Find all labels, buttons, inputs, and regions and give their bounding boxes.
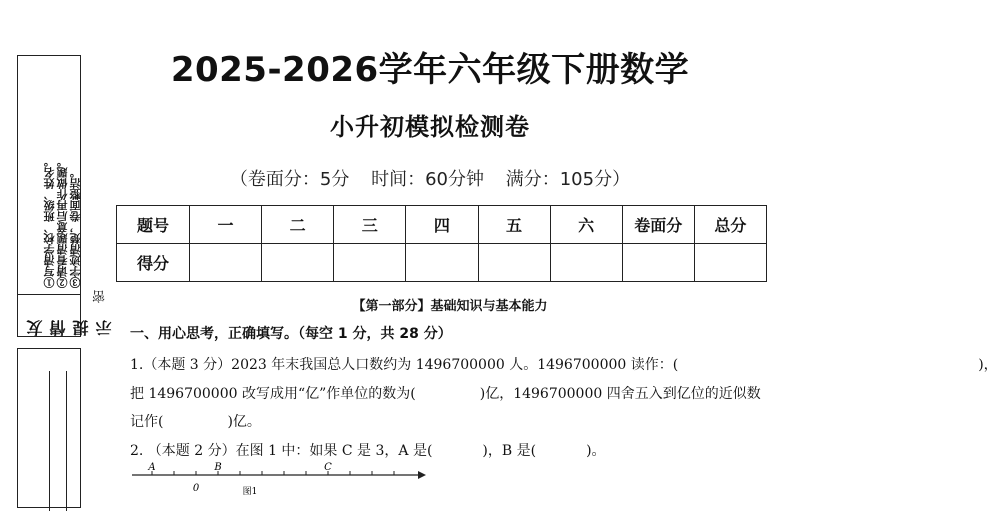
header-cell: 三 <box>334 206 406 244</box>
question-text: 2. （本题 2 分）在图 1 中：如果 C 是 3，A 是( <box>130 443 433 459</box>
notice-item: ③字迹清楚，卷面整洁。 <box>69 167 82 288</box>
score-table-header-row <box>117 206 767 244</box>
header-cell: 题号 <box>117 206 190 244</box>
question-text: )亿，1496700000 四舍五入到亿位的近似数 <box>479 386 761 402</box>
exam-info <box>130 165 730 191</box>
question-text: 记作( <box>130 414 164 430</box>
score-cell[interactable] <box>550 244 622 282</box>
exam-info-time: 时间：60分钟 <box>371 169 484 190</box>
exam-info-total: 满分：105分） <box>505 169 631 190</box>
header-cell: 一 <box>190 206 262 244</box>
exam-subtitle: 小升初模拟检测卷 <box>330 113 530 141</box>
header-cell: 总分 <box>694 206 766 244</box>
score-cell[interactable] <box>190 244 262 282</box>
section-heading: 【第一部分】基础知识与基本能力 <box>352 299 548 314</box>
info-line[interactable] <box>49 371 50 511</box>
notice-box <box>17 55 114 337</box>
label-c: C <box>324 462 332 473</box>
question-2-line <box>130 440 606 460</box>
score-cell[interactable] <box>334 244 406 282</box>
question-1-line-2 <box>130 383 761 403</box>
label-zero: 0 <box>192 483 200 494</box>
question-1-line-1 <box>130 354 998 374</box>
number-line-ticks <box>152 471 394 475</box>
question-text: )亿。 <box>227 414 261 430</box>
score-cell[interactable] <box>262 244 334 282</box>
header-cell: 四 <box>406 206 478 244</box>
question-text: )。 <box>586 443 606 459</box>
label-b: B <box>214 462 222 473</box>
number-line-figure <box>130 460 430 497</box>
info-line[interactable] <box>66 371 67 511</box>
notice-label: 友情提示 <box>26 318 114 336</box>
score-table <box>116 205 767 282</box>
question-text: 1.（本题 3 分）2023 年末我国总人口数约为 1496700000 人。1496700000 读作：( <box>130 357 679 373</box>
exam-info-neatness: （卷面分：5分 <box>229 169 350 190</box>
figure-caption: 图1 <box>242 487 258 497</box>
score-cell[interactable] <box>406 244 478 282</box>
question-text: 把 1496700000 改写成用“亿”作单位的数为( <box>130 386 416 402</box>
header-cell: 六 <box>550 206 622 244</box>
part-heading: 一、用心思考，正确填写。（每空 1 分，共 28 分） <box>130 326 452 342</box>
student-info-box <box>17 348 81 508</box>
score-cell[interactable] <box>622 244 694 282</box>
label-a: A <box>148 462 156 473</box>
header-cell: 二 <box>262 206 334 244</box>
score-cell[interactable] <box>478 244 550 282</box>
notice-item: ②请看清题意后再作做题。 <box>56 156 69 288</box>
exam-title: 2025-2026学年六年级下册数学 <box>170 50 690 90</box>
question-1-line-3 <box>130 411 261 431</box>
notice-item: ①写清学校、班级、姓名。 <box>43 156 56 288</box>
score-row-label: 得分 <box>117 244 190 282</box>
notice-list <box>43 112 82 288</box>
header-cell: 五 <box>478 206 550 244</box>
seal-mark: 密 <box>93 290 108 303</box>
score-cell[interactable] <box>694 244 766 282</box>
number-line-arrow <box>418 471 426 479</box>
notice-divider <box>18 294 80 295</box>
question-text: )， <box>978 357 998 373</box>
score-table-score-row <box>117 244 767 282</box>
question-text: )，B 是( <box>482 443 537 459</box>
header-cell: 卷面分 <box>622 206 694 244</box>
